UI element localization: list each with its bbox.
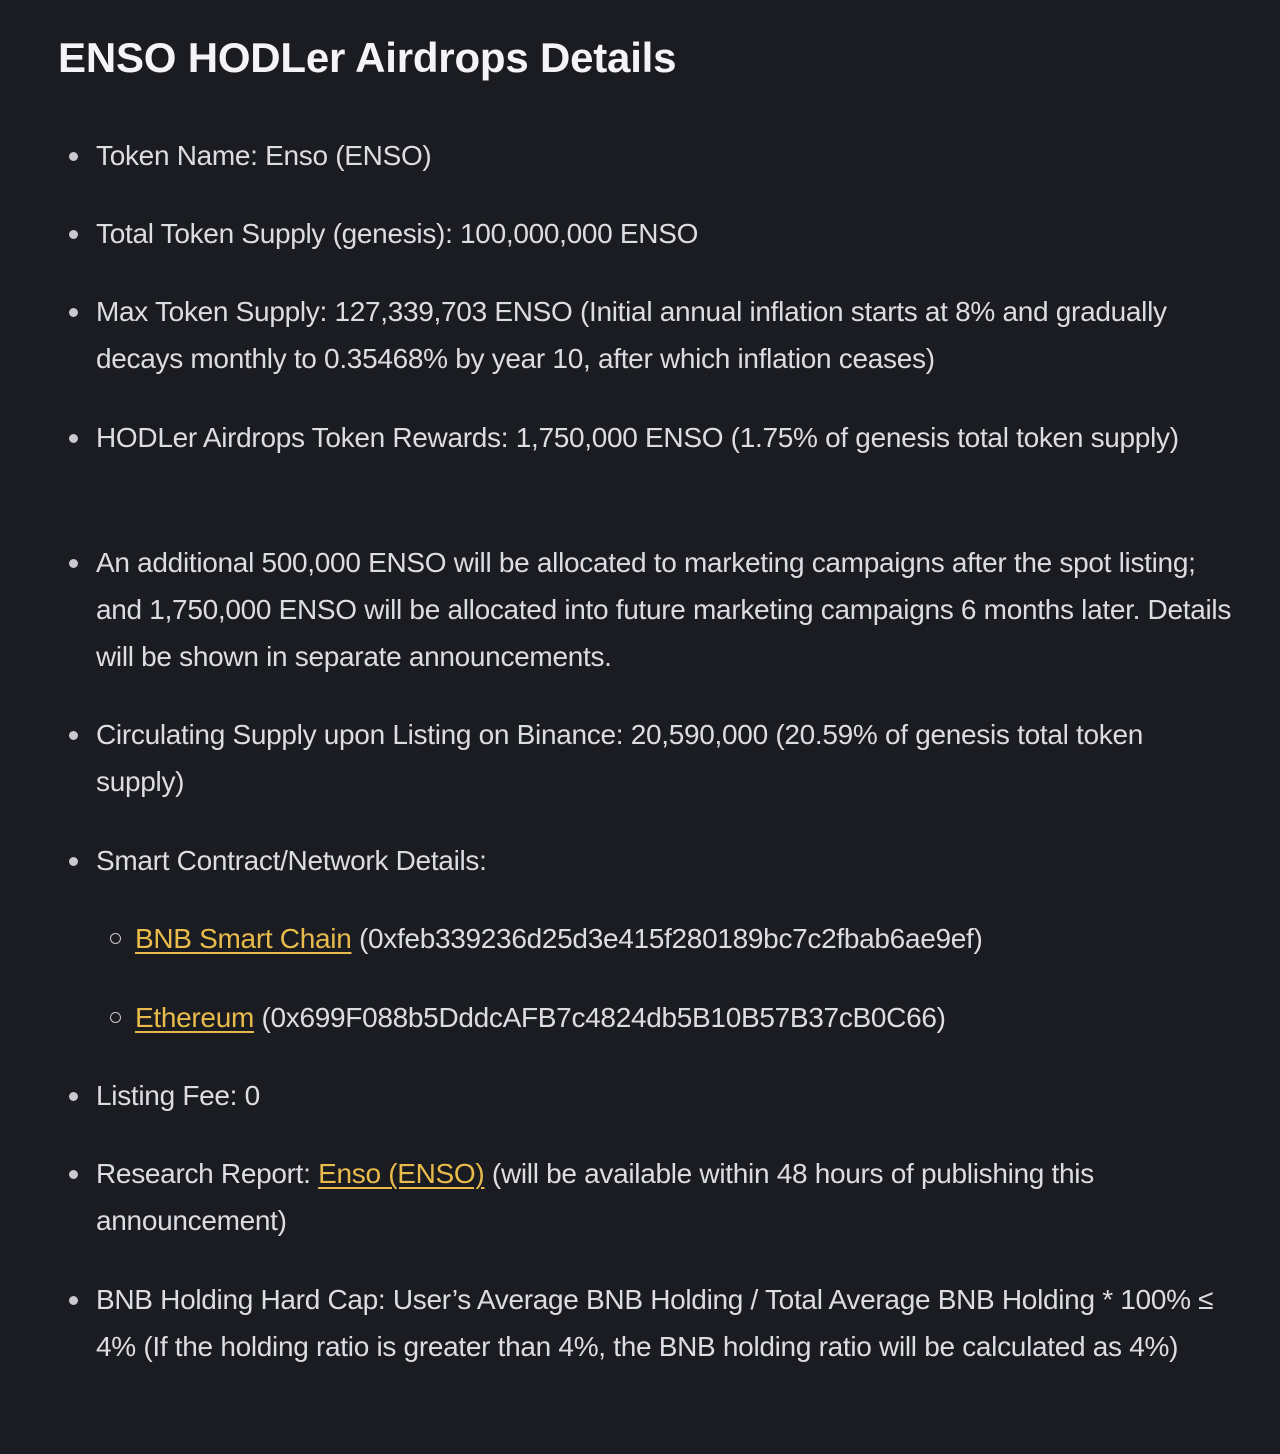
list-item-text: Token Name: Enso (ENSO) (96, 140, 432, 171)
ethereum-link[interactable]: Ethereum (135, 1002, 254, 1033)
bullet-icon (69, 230, 78, 239)
bullet-icon (69, 434, 78, 443)
list-item-token-name (58, 132, 1238, 179)
list-item-circulating-supply (58, 711, 1238, 805)
list-item-text: Max Token Supply: 127,339,703 ENSO (Initial annual inflation starts at 8% and gradually decays monthly to 0.35468% by year 10, after which inflation ceases) (96, 296, 1167, 374)
list-item-text: An additional 500,000 ENSO will be allocated to marketing campaigns after the spot listing; and 1,750,000 ENSO will be allocated into future marketing campaigns 6 months later. Details will be shown in separate announcements. (96, 547, 1232, 672)
list-item-airdrop-rewards (58, 414, 1238, 461)
list-item-total-supply (58, 210, 1238, 257)
bullet-icon (69, 1092, 78, 1101)
research-report-link[interactable]: Enso (ENSO) (318, 1158, 485, 1189)
contract-address: (0xfeb339236d25d3e415f280189bc7c2fbab6ae9ef) (351, 923, 983, 954)
list-item-max-supply (58, 288, 1238, 382)
bullet-icon (69, 1170, 78, 1179)
circle-bullet-icon (110, 1012, 121, 1023)
list-item-text: Total Token Supply (genesis): 100,000,000 ENSO (96, 218, 699, 249)
list-item-research-report (58, 1150, 1238, 1244)
list-item-listing-fee (58, 1072, 1238, 1119)
research-report-note: (will be available within 48 hours of publishing this announcement) (96, 1158, 1094, 1236)
list-item-text: Smart Contract/Network Details: (96, 845, 487, 876)
list-item-bnb-hard-cap (58, 1276, 1238, 1370)
bullet-icon (69, 1296, 78, 1305)
list-item-text: Circulating Supply upon Listing on Binance: 20,590,000 (20.59% of genesis total token supply) (96, 719, 1144, 797)
list-item-text: BNB Holding Hard Cap: User’s Average BNB Holding / Total Average BNB Holding * 100% ≤ 4% (If the holding ratio is greater than 4%, the BNB holding ratio will be calculated as 4%) (96, 1284, 1214, 1362)
list-item-text: Listing Fee: 0 (96, 1080, 260, 1111)
bnb-smart-chain-link[interactable]: BNB Smart Chain (135, 923, 352, 954)
bullet-icon (69, 857, 78, 866)
bullet-icon (69, 731, 78, 740)
bullet-icon (69, 308, 78, 317)
research-report-label: Research Report: (96, 1158, 319, 1189)
list-item-text: HODLer Airdrops Token Rewards: 1,750,000 ENSO (1.75% of genesis total token supply) (96, 422, 1179, 453)
bullet-icon (69, 152, 78, 161)
contract-item-ethereum (58, 994, 1238, 1041)
contract-address: (0x699F088b5DddcAFB7c4824db5B10B57B37cB0C66) (254, 1002, 946, 1033)
list-item-smart-contract (58, 837, 1238, 884)
contract-item-bnb-chain (58, 915, 1238, 962)
bullet-icon (69, 559, 78, 568)
page-title: ENSO HODLer Airdrops Details (58, 34, 677, 81)
list-item-marketing (58, 539, 1238, 680)
circle-bullet-icon (110, 933, 121, 944)
